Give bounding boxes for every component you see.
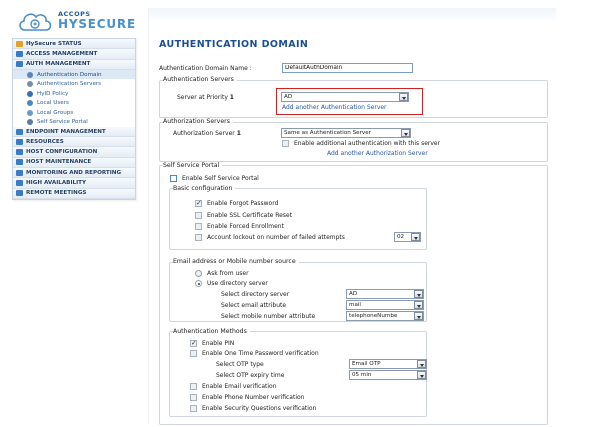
email-attr-select[interactable]: mail — [346, 300, 424, 310]
sidebar-label: RESOURCES — [26, 138, 64, 145]
lockout-attempts-select[interactable]: 02 — [394, 232, 421, 242]
sidebar-label: HOST MAINTENANCE — [26, 159, 92, 166]
ssl-reset-checkbox[interactable] — [195, 212, 202, 219]
host-maint-icon — [16, 159, 23, 165]
host-config-icon — [16, 149, 23, 155]
ha-icon — [16, 180, 23, 186]
lockout-label: Account lockout on number of failed attempts — [207, 234, 345, 241]
policy-icon — [27, 91, 33, 97]
otp-expiry-select[interactable]: 05 min — [349, 370, 427, 380]
sidebar-section-status[interactable] — [13, 39, 135, 49]
ssl-reset-label: Enable SSL Certificate Reset — [207, 212, 293, 219]
sidebar-section-meetings[interactable] — [13, 189, 135, 199]
mobile-attr-label: Select mobile number attribute — [221, 313, 316, 320]
lockout-checkbox[interactable] — [195, 234, 202, 241]
servers-icon — [27, 81, 33, 87]
group-icon — [27, 110, 33, 116]
sidebar-section-endpoint[interactable] — [13, 127, 135, 137]
otp-type-label: Select OTP type — [216, 361, 264, 368]
monitor-icon — [16, 170, 23, 176]
sidebar-label: Self Service Portal — [37, 119, 88, 126]
sidebar-section-access[interactable] — [13, 49, 135, 59]
phone-verify-checkbox[interactable] — [190, 394, 197, 401]
domain-name-input[interactable] — [282, 63, 413, 73]
priority-server-select[interactable]: AD — [281, 92, 409, 102]
cloud-logo-icon — [16, 8, 54, 34]
email-attr-label: Select email attribute — [221, 302, 287, 309]
meetings-icon — [16, 190, 23, 196]
enable-ssp-checkbox[interactable] — [170, 175, 177, 182]
authz-server-label: Authorization Server 1 — [173, 130, 241, 137]
sidebar-item-group[interactable] — [13, 108, 135, 118]
ask-user-radio[interactable] — [195, 270, 202, 277]
dir-server-label: Select directory server — [221, 291, 290, 298]
main-panel — [148, 8, 555, 424]
chevron-down-icon[interactable] — [414, 290, 423, 298]
otp-type-select[interactable]: Email OTP — [349, 359, 427, 369]
mobile-attr-select[interactable]: telephoneNumbe — [346, 311, 424, 321]
enable-additional-auth-checkbox[interactable] — [282, 140, 289, 147]
sidebar-section-host-config[interactable] — [13, 147, 135, 157]
sidebar-label: Local Groups — [37, 109, 74, 116]
basic-config-legend: Basic configuration — [173, 185, 235, 192]
domain-icon — [27, 72, 33, 78]
sidebar-label: AUTH MANAGEMENT — [26, 61, 91, 68]
ask-user-label: Ask from user — [207, 270, 249, 277]
page-title: AUTHENTICATION DOMAIN — [159, 39, 309, 50]
sidebar-item-portal[interactable] — [13, 117, 135, 127]
contact-source-legend: Email address or Mobile number source — [173, 258, 299, 265]
sidebar-item-domain[interactable] — [13, 70, 135, 80]
add-authz-server-link[interactable]: Add another Authorization Server — [327, 150, 428, 157]
chevron-down-icon[interactable] — [414, 312, 423, 320]
dir-server-select[interactable]: AD — [346, 289, 424, 299]
accops-logo — [16, 6, 136, 40]
sidebar-label: REMOTE MEETINGS — [26, 190, 87, 197]
phone-verify-label: Enable Phone Number verification — [202, 394, 305, 401]
user-icon — [27, 100, 33, 106]
authz-servers-legend: Authorization Servers — [163, 118, 233, 125]
authz-server-select[interactable]: Same as Authentication Server — [281, 128, 411, 138]
chevron-down-icon[interactable] — [414, 301, 423, 309]
sidebar-label: MONITORING AND REPORTING — [26, 169, 122, 176]
sidebar-label: HIGH AVAILABILITY — [26, 180, 87, 187]
sidebar-section-monitor[interactable] — [13, 168, 135, 178]
enable-ssp-label: Enable Self Service Portal — [182, 175, 259, 182]
sidebar-label: ACCESS MANAGEMENT — [26, 50, 98, 57]
security-q-checkbox[interactable] — [190, 405, 197, 412]
sidebar-label: Authentication Domain — [37, 71, 102, 78]
sidebar-label: Local Users — [37, 100, 69, 107]
brand-company: ACCOPS — [58, 10, 91, 18]
chevron-down-icon[interactable] — [411, 233, 420, 241]
chevron-down-icon[interactable] — [401, 129, 410, 137]
sidebar-item-user[interactable] — [13, 98, 135, 108]
sidebar-section-auth[interactable] — [13, 60, 135, 70]
otp-expiry-label: Select OTP expiry time — [216, 372, 285, 379]
sidebar-label: HySecure STATUS — [26, 40, 82, 47]
enable-pin-label: Enable PIN — [202, 340, 235, 347]
forgot-password-checkbox[interactable] — [195, 200, 202, 207]
auth-servers-legend: Authentication Servers — [163, 76, 237, 83]
sidebar-label: HyID Policy — [37, 90, 69, 97]
auth-methods-legend: Authentication Methods — [173, 328, 250, 335]
add-auth-server-link[interactable]: Add another Authentication Server — [282, 104, 387, 111]
sidebar-label: HOST CONFIGURATION — [26, 149, 98, 156]
header-band — [149, 8, 556, 22]
forgot-password-label: Enable Forgot Password — [207, 200, 279, 207]
sidebar-item-policy[interactable] — [13, 89, 135, 99]
chevron-down-icon[interactable] — [417, 371, 426, 379]
status-icon — [16, 41, 23, 47]
sidebar-item-servers[interactable] — [13, 79, 135, 89]
brand-product: HYSECURE — [58, 17, 136, 31]
email-verify-label: Enable Email verification — [202, 383, 277, 390]
forced-enroll-label: Enable Forced Enrollment — [207, 223, 284, 230]
chevron-down-icon[interactable] — [417, 360, 426, 368]
forced-enroll-checkbox[interactable] — [195, 223, 202, 230]
priority-label: Server at Priority 1 — [177, 94, 234, 101]
auth-icon — [16, 61, 23, 67]
sidebar-section-host-maint[interactable] — [13, 158, 135, 168]
email-verify-checkbox[interactable] — [190, 383, 197, 390]
sidebar-label: Authentication Servers — [37, 81, 102, 88]
portal-icon — [27, 119, 33, 125]
sidebar-label: ENDPOINT MANAGEMENT — [26, 128, 106, 135]
endpoint-icon — [16, 129, 23, 135]
use-directory-label: Use directory server — [207, 280, 268, 287]
resources-icon — [16, 139, 23, 145]
highlight-box — [276, 88, 423, 115]
sidebar-section-resources[interactable] — [13, 137, 135, 147]
enable-additional-auth-label: Enable additional authentication with this server — [294, 140, 441, 147]
access-icon — [16, 51, 23, 57]
enable-otp-label: Enable One Time Password verification — [202, 350, 319, 357]
ssp-legend: Self Service Portal — [163, 162, 222, 169]
use-directory-radio[interactable] — [195, 280, 202, 287]
enable-pin-checkbox[interactable] — [190, 340, 197, 347]
security-q-label: Enable Security Questions verification — [202, 405, 317, 412]
sidebar-nav — [12, 38, 136, 200]
enable-otp-checkbox[interactable] — [190, 350, 197, 357]
domain-name-label: Authentication Domain Name : — [159, 65, 252, 72]
sidebar-section-ha[interactable] — [13, 178, 135, 188]
